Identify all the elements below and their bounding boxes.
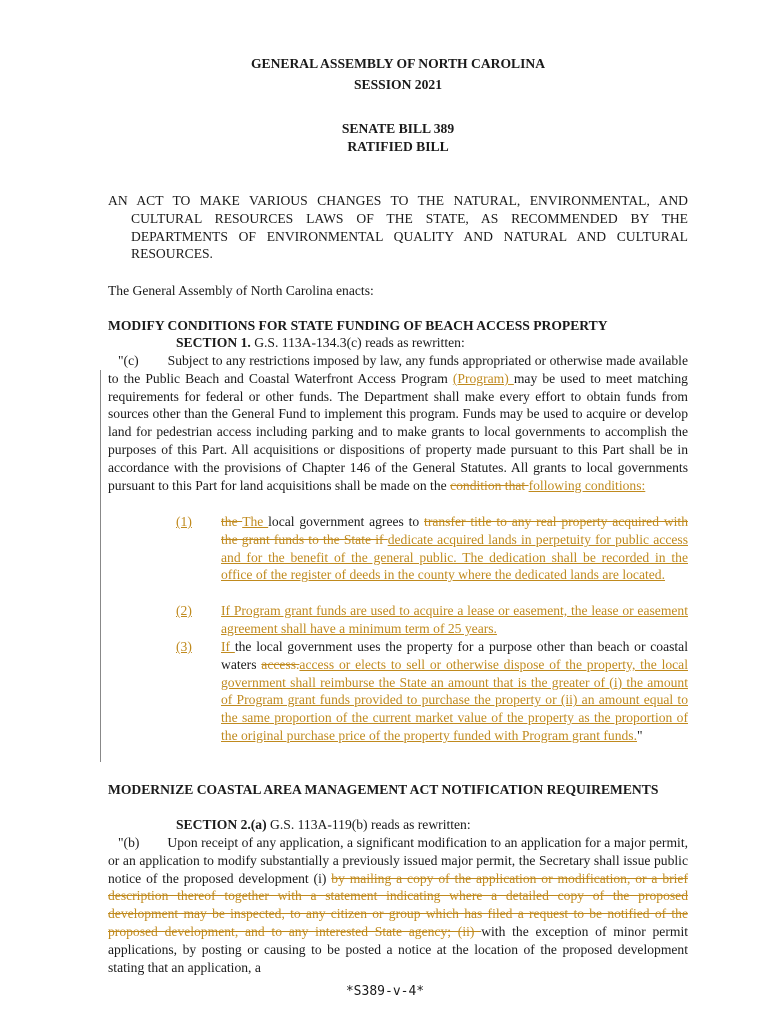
section2a-line (108, 816, 688, 834)
subsection-c-label: "(c) (118, 353, 139, 368)
deleted-text: condition that (450, 477, 529, 493)
item-2: (2) If Program grant funds are used to acquire a lease or easement, the lease or easement agreement shall have a minimum term of 25 years. (176, 603, 688, 636)
subsection-b-label: "(b) (118, 835, 140, 850)
assembly-title: GENERAL ASSEMBLY OF NORTH CAROLINA (250, 56, 546, 71)
section2a-label: SECTION 2.(a) (176, 817, 267, 832)
section1-line (108, 334, 688, 352)
enacting-clause: The General Assembly of North Carolina enacts: (108, 283, 374, 298)
item-number: (3) (176, 639, 192, 654)
change-bar (100, 370, 101, 762)
item-3: (3) If the local government uses the property for a purpose other than beach or coastal waters access.access or elects to sell or otherwise dispose of the property, the local government shall reimburse the State an amount that is the greater of (i) the amount of Program grant funds provided to purchase the property or (ii) an amount equal to the same proportion of the current market value of the property as the proportion of the original purchase price of the property funded with Program grant funds." (176, 639, 688, 743)
session-title: SESSION 2021 (353, 77, 442, 92)
bill-status: RATIFIED BILL (347, 139, 449, 154)
part2-heading: MODERNIZE COASTAL AREA MANAGEMENT ACT NOTIFICATION REQUIREMENTS (108, 782, 659, 797)
document-footer: *S389-v-4* (345, 984, 425, 999)
item-number: (2) (176, 603, 192, 618)
inserted-text: (Program) (452, 370, 514, 386)
subsection-b: "(b) Upon receipt of any application, a significant modification to an application for a major permit, or an application to modify substantially a previously issued major permit, the Secretary shall issue public notice of the proposed development (i) by mailing a copy of the application or modification, or a brief description thereof together with a statement indicating where a detailed copy of the proposed development may be inspected, to any citizen or group which has filed a request to be notified of the proposed development, and to any interested State agency; (ii) with the exception of minor permit applications, by posting or causing to be posted a notice at the location of the proposed development stating that an application, a (108, 835, 688, 975)
act-title: AN ACT TO MAKE VARIOUS CHANGES TO THE NATURAL, ENVIRONMENTAL, AND CULTURAL RESOURCES LAWS OF THE STATE, AS RECOMMENDED BY THE DEPARTMENTS OF ENVIRONMENTAL QUALITY AND NATURAL AND CULTURAL RESOURCES. (108, 193, 688, 262)
section2a-text: G.S. 113A-119(b) reads as rewritten: (270, 817, 471, 832)
deleted-text: by mailing a copy of the application or modification, or a brief description thereof together with a statement indicating where a detailed copy of the proposed development may be inspected, to any citizen or group which has filed a request to be notified of the proposed development, and to any interested State agency; (ii) (108, 870, 688, 939)
item-number: (1) (176, 514, 192, 529)
section1-label: SECTION 1. (176, 335, 251, 350)
section1-text: G.S. 113A-134.3(c) reads as rewritten: (254, 335, 465, 350)
document-page (108, 0, 688, 1024)
subsection-c: "(c) Subject to any restrictions imposed by law, any funds appropriated or otherwise made available to the Public Beach and Coastal Waterfront Access Program (Program) may be used to meet matching requirements for federal or other funds. The Department shall make every effort to obtain funds from sources other than the General Fund to implement this program. Funds may be used to acquire or develop land for pedestrian access including parking and to make grants to local governments to accomplish the purposes of this Part. All acquisitions or dispositions of property made pursuant to this Part shall be in accordance with the provisions of Chapter 146 of the General Statutes. All grants to local governments pursuant to this Part for land acquisitions shall be made on the condition that following conditions: (108, 353, 688, 493)
part1-heading: MODIFY CONDITIONS FOR STATE FUNDING OF BEACH ACCESS PROPERTY (108, 318, 608, 333)
inserted-text: following conditions: (528, 477, 646, 493)
bill-number: SENATE BILL 389 (341, 121, 455, 136)
item-1: (1) the The local government agrees to transfer title to any real property acquired with the grant funds to the State if dedicate acquired lands in perpetuity for public access and for the benefit of the general public. The dedication shall be recorded in the office of the register of deeds in the county where the dedicated lands are located. (176, 514, 688, 583)
